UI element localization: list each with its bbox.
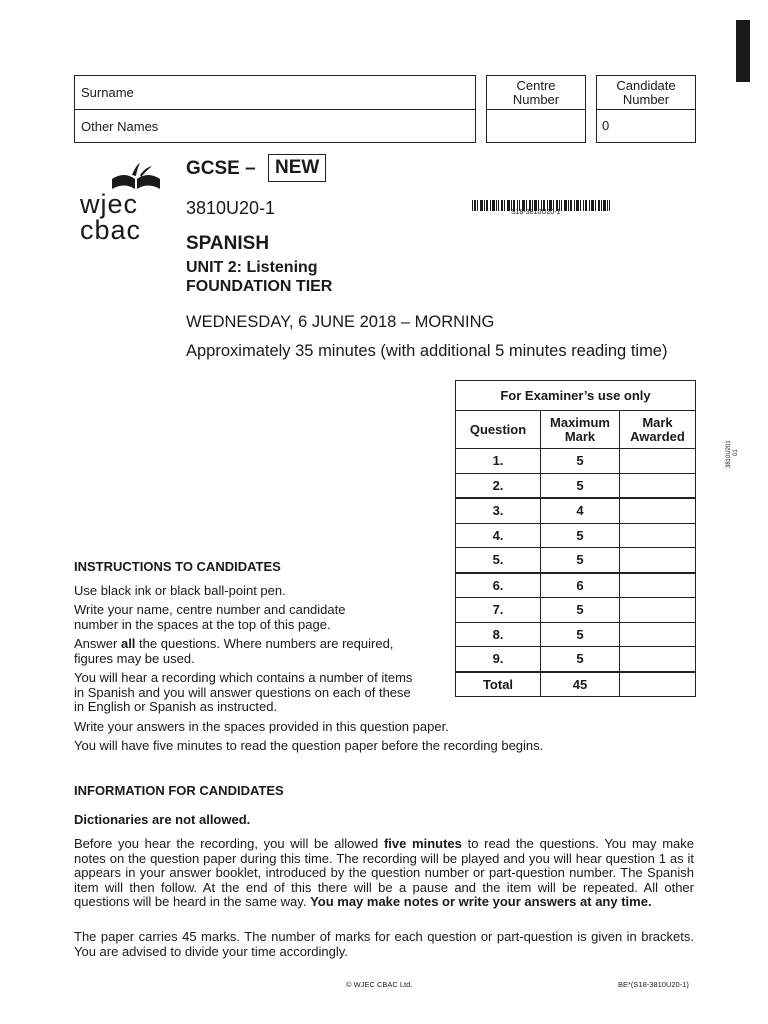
- max-mark: 6: [541, 573, 620, 598]
- table-row: [456, 647, 696, 672]
- book-icon: [110, 163, 162, 191]
- info-p1-bold2: You may make notes or write your answers at any time.: [310, 894, 652, 909]
- side-code: [726, 440, 740, 468]
- max-mark: 4: [541, 498, 620, 523]
- col-question: Question: [456, 411, 541, 449]
- surname-field[interactable]: [75, 76, 475, 109]
- corner-marker: [736, 20, 750, 82]
- mark-awarded-cell[interactable]: [620, 622, 696, 647]
- max-mark: 5: [541, 647, 620, 672]
- question-number: 8.: [456, 622, 541, 647]
- candidate-number-label: Candidate Number: [597, 76, 695, 110]
- footer-ref: BE*(S18-3810U20-1): [618, 980, 689, 989]
- mark-awarded-cell[interactable]: [620, 647, 696, 672]
- exam-date: WEDNESDAY, 6 JUNE 2018 – MORNING: [186, 313, 495, 331]
- information-paragraph-2: The paper carries 45 marks. The number of marks for each question or part-question is given in brackets. You are advised to divide your time accordingly.: [74, 929, 694, 959]
- total-value: 45: [541, 672, 620, 697]
- total-awarded-cell[interactable]: [620, 672, 696, 697]
- question-number: 6.: [456, 573, 541, 598]
- name-box: [74, 75, 476, 143]
- instruction-2b: number in the spaces at the top of this page.: [74, 616, 331, 632]
- instruction-4a: You will hear a recording which contains a number of items: [74, 670, 413, 685]
- logo-text-wjec: wjec: [80, 189, 139, 219]
- tier-line: FOUNDATION TIER: [186, 278, 333, 295]
- question-number: 1.: [456, 449, 541, 474]
- logo-text-cbac: cbac: [80, 215, 142, 245]
- surname-label: Surname: [81, 85, 134, 100]
- instruction-6: You will have five minutes to read the question paper before the recording begins.: [74, 738, 544, 753]
- max-mark: 5: [541, 523, 620, 548]
- side-code-line2: 01: [733, 449, 739, 456]
- question-number: 3.: [456, 498, 541, 523]
- mark-awarded-cell[interactable]: [620, 449, 696, 474]
- examiner-table: [455, 380, 696, 697]
- instruction-4c: in English or Spanish as instructed.: [74, 699, 278, 714]
- max-mark: 5: [541, 548, 620, 573]
- info-p1-pre: Before you hear the recording, you will be allowed: [74, 836, 384, 851]
- question-number: 4.: [456, 523, 541, 548]
- instruction-3: [74, 637, 393, 666]
- candidate-number-box: [596, 75, 696, 143]
- table-row: [456, 449, 696, 474]
- paper-code: 3810U20-1: [186, 198, 276, 218]
- other-names-label: Other Names: [81, 118, 159, 134]
- mark-awarded-cell[interactable]: [620, 573, 696, 598]
- instruction-3-bold: all: [120, 636, 136, 651]
- table-row: [456, 622, 696, 647]
- instruction-3b: figures may be used.: [74, 650, 195, 666]
- question-number: 9.: [456, 647, 541, 672]
- instructions-heading: INSTRUCTIONS TO CANDIDATES: [74, 559, 281, 574]
- instruction-2: [74, 603, 345, 632]
- subject-title: SPANISH: [186, 233, 270, 254]
- information-paragraph-1: [74, 837, 694, 910]
- question-number: 7.: [456, 598, 541, 623]
- max-mark: 5: [541, 622, 620, 647]
- max-mark: 5: [541, 598, 620, 623]
- info-p1-bold: five minutes: [383, 836, 462, 851]
- centre-number-box: [486, 75, 586, 143]
- table-row: [456, 548, 696, 573]
- max-mark: 5: [541, 449, 620, 474]
- max-mark: 5: [541, 473, 620, 498]
- mark-awarded-cell[interactable]: [620, 498, 696, 523]
- footer-copyright: © WJEC CBAC Ltd.: [346, 980, 413, 989]
- instruction-4: [74, 671, 412, 715]
- table-row: [456, 598, 696, 623]
- barcode-text: S18-3810U20-1: [511, 209, 561, 216]
- instruction-3-post: the questions. Where numbers are required,: [135, 636, 394, 651]
- mark-awarded-cell[interactable]: [620, 473, 696, 498]
- col-max-mark: Maximum Mark: [541, 411, 620, 449]
- instruction-2a: Write your name, centre number and candidate: [74, 602, 346, 617]
- table-row: [456, 573, 696, 598]
- question-number: 2.: [456, 473, 541, 498]
- question-number: 5.: [456, 548, 541, 573]
- mark-awarded-cell[interactable]: [620, 548, 696, 573]
- instruction-3-pre: Answer: [74, 636, 121, 651]
- exam-duration: Approximately 35 minutes (with additional 5 minutes reading time): [186, 342, 668, 360]
- instruction-4b: in Spanish and you will answer questions on each of these: [74, 684, 411, 700]
- instruction-1: Use black ink or black ball-point pen.: [74, 583, 286, 598]
- centre-number-field[interactable]: [487, 110, 585, 118]
- other-names-field[interactable]: [75, 109, 475, 142]
- table-row: [456, 523, 696, 548]
- unit-line: UNIT 2: Listening: [186, 259, 318, 276]
- unit-title: [186, 258, 332, 296]
- information-heading: INFORMATION FOR CANDIDATES: [74, 783, 284, 798]
- mark-awarded-cell[interactable]: [620, 598, 696, 623]
- table-row: [456, 473, 696, 498]
- new-badge: NEW: [268, 154, 326, 182]
- table-row: [456, 498, 696, 523]
- dictionaries-note: Dictionaries are not allowed.: [74, 812, 251, 827]
- candidate-number-field[interactable]: 0: [602, 118, 610, 133]
- centre-number-label: Centre Number: [487, 76, 585, 110]
- info-p1-mid: to read the questions. You may make notes on the question paper during this time. The recording will be played and you will hear question 1 as it appears in your answer booklet, introduced by the question number or part-question number. The Spanish item will then follow. At the end of this there will be a pause and the item will be repeated. All other questions will be heard in the same way.: [74, 836, 694, 909]
- examiner-table-title: For Examiner’s use only: [456, 381, 696, 411]
- wjec-logo: [80, 163, 160, 243]
- instruction-5: Write your answers in the spaces provided in this question paper.: [74, 719, 449, 734]
- total-label: Total: [456, 672, 541, 697]
- qualification: GCSE –: [186, 158, 256, 179]
- col-mark-awarded: Mark Awarded: [620, 411, 696, 449]
- side-code-line1: 3810U201: [726, 440, 732, 468]
- mark-awarded-cell[interactable]: [620, 523, 696, 548]
